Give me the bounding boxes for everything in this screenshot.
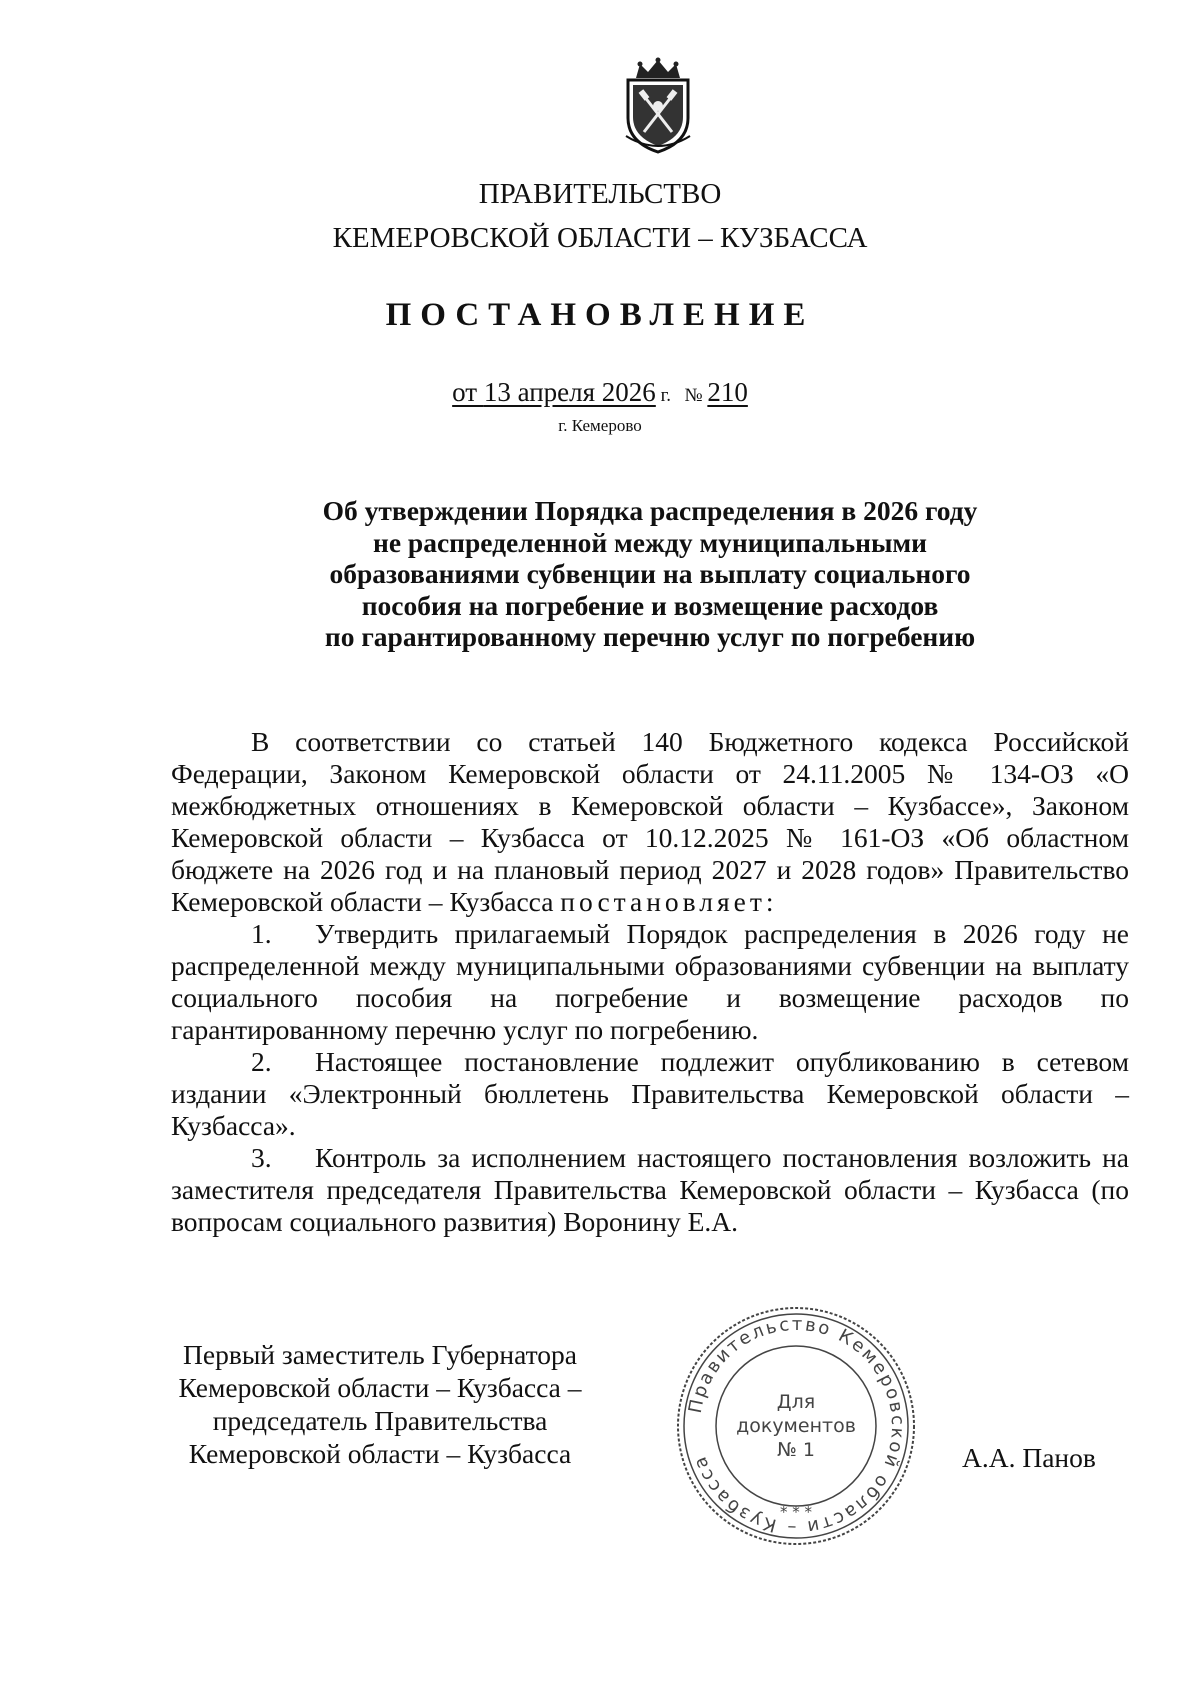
position-line: Первый заместитель Губернатора xyxy=(183,1339,577,1370)
coat-of-arms-emblem xyxy=(618,56,698,156)
title-line: пособия на погребение и возмещение расходов xyxy=(361,589,939,621)
year-suffix: г. xyxy=(655,385,671,406)
coat-of-arms-icon xyxy=(618,56,698,156)
item-text: Настоящее постановление подлежит опубликованию в сетевом издании «Электронный бюллетень Правительства Кемеровской области – Кузбасса». xyxy=(171,1046,1129,1141)
list-item xyxy=(171,1142,1129,1238)
stamp-inner-line2: документов xyxy=(736,1415,856,1437)
item-text: Утвердить прилагаемый Порядок распределения в 2026 году не распределенной между муниципальными образованиями субвенции на выплату социального пособия на погребение и возмещение расходов по гарантированному перечню услуг по погребению. xyxy=(171,918,1129,1045)
stamp-inner-line1: Для xyxy=(776,1391,816,1413)
item-number: 3. xyxy=(251,1142,272,1173)
list-item xyxy=(171,918,1129,1046)
date-prefix: от xyxy=(452,377,484,407)
org-name-line2: КЕМЕРОВСКОЙ ОБЛАСТИ – КУЗБАССА xyxy=(332,222,868,254)
signer-name: А.А. Панов xyxy=(962,1442,1096,1473)
stamp-seal-icon xyxy=(675,1305,917,1547)
item-text: Контроль за исполнением настоящего постановления возложить на заместителя председателя Правительства Кемеровской области – Кузбасса (по вопросам социального развития) Воронину Е.А. xyxy=(171,1142,1129,1237)
item-number: 2. xyxy=(251,1046,272,1077)
document-title xyxy=(280,495,1020,653)
document-date: 13 апреля 2026 xyxy=(483,377,656,407)
item-number: 1. xyxy=(251,918,272,949)
preamble-text: В соответствии со статьей 140 Бюджетного кодекса Российской Федерации, Законом Кемеровской области от 24.11.2005 № 134-ОЗ «О межбюджетных отношениях в Кемеровской области – Кузбассе», Законом Кемеровской области – Кузбасса от 10.12.2025 № 161-ОЗ «Об областном бюджете на 2026 год и на плановый период 2027 и 2028 годов» Правительство Кемеровской области – Кузбасса xyxy=(171,726,1129,917)
title-line: образованиями субвенции на выплату социального xyxy=(329,558,971,589)
document-body xyxy=(171,726,1129,1238)
date-number-line xyxy=(0,377,1200,408)
title-line: Об утверждении Порядка распределения в 2026 году xyxy=(322,495,978,526)
list-item xyxy=(171,1046,1129,1142)
signatory-position xyxy=(150,1338,610,1470)
org-name-line1: ПРАВИТЕЛЬСТВО xyxy=(478,178,722,210)
preamble-verb: постановляет xyxy=(560,886,766,917)
position-line: председатель Правительства xyxy=(212,1405,548,1436)
title-line: по гарантированному перечню услуг по погребению xyxy=(324,621,976,652)
official-stamp xyxy=(675,1305,917,1547)
position-line: Кемеровской области – Кузбасса xyxy=(188,1438,572,1469)
city: г. Кемерово xyxy=(558,416,642,435)
preamble-paragraph xyxy=(171,726,1129,918)
preamble-colon: : xyxy=(765,886,774,917)
stamp-stars: * * * xyxy=(779,1503,813,1521)
position-line: Кемеровской области – Кузбасса – xyxy=(178,1372,582,1403)
stamp-inner-line3: № 1 xyxy=(777,1439,815,1461)
document-type: ПОСТАНОВЛЕНИЕ xyxy=(385,297,815,333)
document-number: 210 xyxy=(707,377,748,407)
title-line: не распределенной между муниципальными xyxy=(372,526,928,558)
stamp-ring-textpath: Правительство Кемеровской области – Кузбасса xyxy=(684,1313,909,1539)
number-sign: № xyxy=(684,385,708,406)
